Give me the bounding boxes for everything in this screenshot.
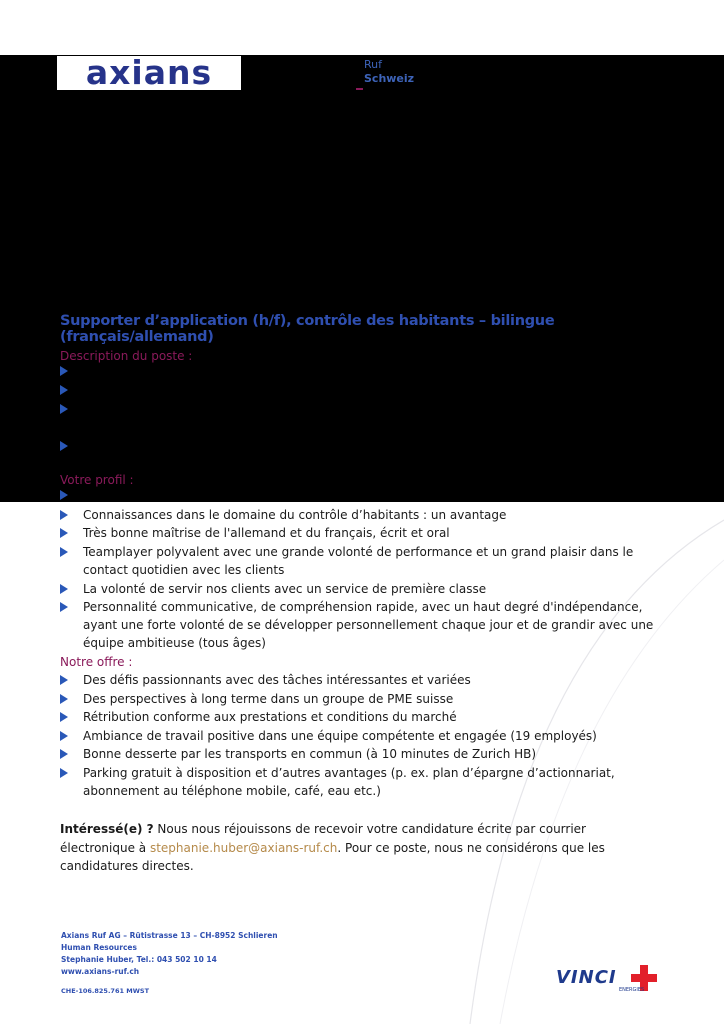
logo-text: axians	[85, 53, 213, 92]
profile-item: Connaissances dans le domaine du contrôle d’habitants : un avantage	[83, 508, 507, 522]
job-title: Supporter d’application (h/f), contrôle des habitants – bilingue (français/allemand)	[60, 313, 555, 345]
offer-item: Des perspectives à long terme dans un groupe de PME suisse	[83, 692, 454, 706]
offer-item: Des défis passionnants avec des tâches intéressantes et variées	[83, 673, 471, 687]
bullet-icon	[60, 749, 68, 759]
bullet-icon	[60, 441, 68, 451]
contact-text-1: Nous nous réjouissons de recevoir votre candidature écrite par courrier électronique à	[60, 822, 586, 855]
profile-heading: Votre profil :	[60, 473, 134, 487]
description-heading: Description du poste :	[60, 349, 193, 363]
brand-subtitle	[356, 58, 414, 86]
bullet-icon	[60, 490, 68, 500]
bullet-icon	[60, 510, 68, 520]
bullet-icon	[60, 584, 68, 594]
contact-lead: Intéressé(e) ?	[60, 822, 154, 836]
profile-item: Teamplayer polyvalent avec une grande volonté de performance et un grand plaisir dans le contact quotidien avec les clients	[83, 545, 634, 577]
brand-line-2: Schweiz	[364, 72, 415, 85]
offer-item: Rétribution conforme aux prestations et conditions du marché	[83, 710, 457, 724]
bullet-icon	[60, 547, 68, 557]
footer-company: Axians Ruf AG – Rütistrasse 13 – CH-8952 Schlieren	[61, 931, 278, 940]
bullet-icon	[60, 528, 68, 538]
contact-text-2: . Pour ce poste, nous ne considérons que les candidatures directes.	[60, 840, 605, 873]
footer-vat: CHE-106.825.761 MWST	[61, 987, 150, 995]
bullet-icon	[60, 675, 68, 685]
offer-item: Bonne desserte par les transports en commun (à 10 minutes de Zurich HB)	[83, 747, 537, 761]
vinci-word: VINCI	[556, 967, 617, 988]
contact-email-link[interactable]: stephanie.huber@axians-ruf.ch	[149, 840, 338, 855]
bullet-icon	[60, 385, 68, 395]
vinci-sub: ENERGIES	[619, 987, 645, 993]
offer-heading: Notre offre :	[60, 655, 133, 669]
brand-line-1: Ruf	[364, 58, 382, 71]
axians-logo	[57, 53, 241, 92]
footer-contact-person: Stephanie Huber, Tel.: 043 502 10 14	[61, 955, 217, 964]
offer-item: Parking gratuit à disposition et d’autres avantages (p. ex. plan d’épargne d’actionnariat, abonnement au téléphone mobile, café, eau etc.)	[83, 766, 615, 798]
bullet-icon	[60, 366, 68, 376]
profile-item: La volonté de servir nos clients avec un service de première classe	[83, 582, 487, 596]
bullet-icon	[60, 768, 68, 778]
profile-item: Très bonne maîtrise de l'allemand et du français, écrit et oral	[83, 526, 450, 540]
contact-paragraph	[60, 820, 660, 876]
bullet-icon	[60, 602, 68, 612]
bullet-icon	[60, 694, 68, 704]
bullet-icon	[60, 712, 68, 722]
vinci-energies-logo	[556, 965, 666, 995]
profile-item: Personnalité communicative, de compréhension rapide, avec un haut degré d'indépendance, ayant une forte volonté de se développer personnellement chaque jour et de grandir avec une équipe ambitieuse (tous âges)	[83, 600, 654, 650]
offer-item: Ambiance de travail positive dans une équipe compétente et engagée (19 employés)	[83, 729, 597, 743]
footer-address	[61, 930, 278, 978]
footer-website-link[interactable]: www.axians-ruf.ch	[61, 967, 140, 976]
footer-department: Human Resources	[61, 943, 137, 952]
redacted-band	[0, 55, 724, 502]
brand-mark	[356, 88, 363, 90]
bullet-icon	[60, 731, 68, 741]
bullet-icon	[60, 404, 68, 414]
